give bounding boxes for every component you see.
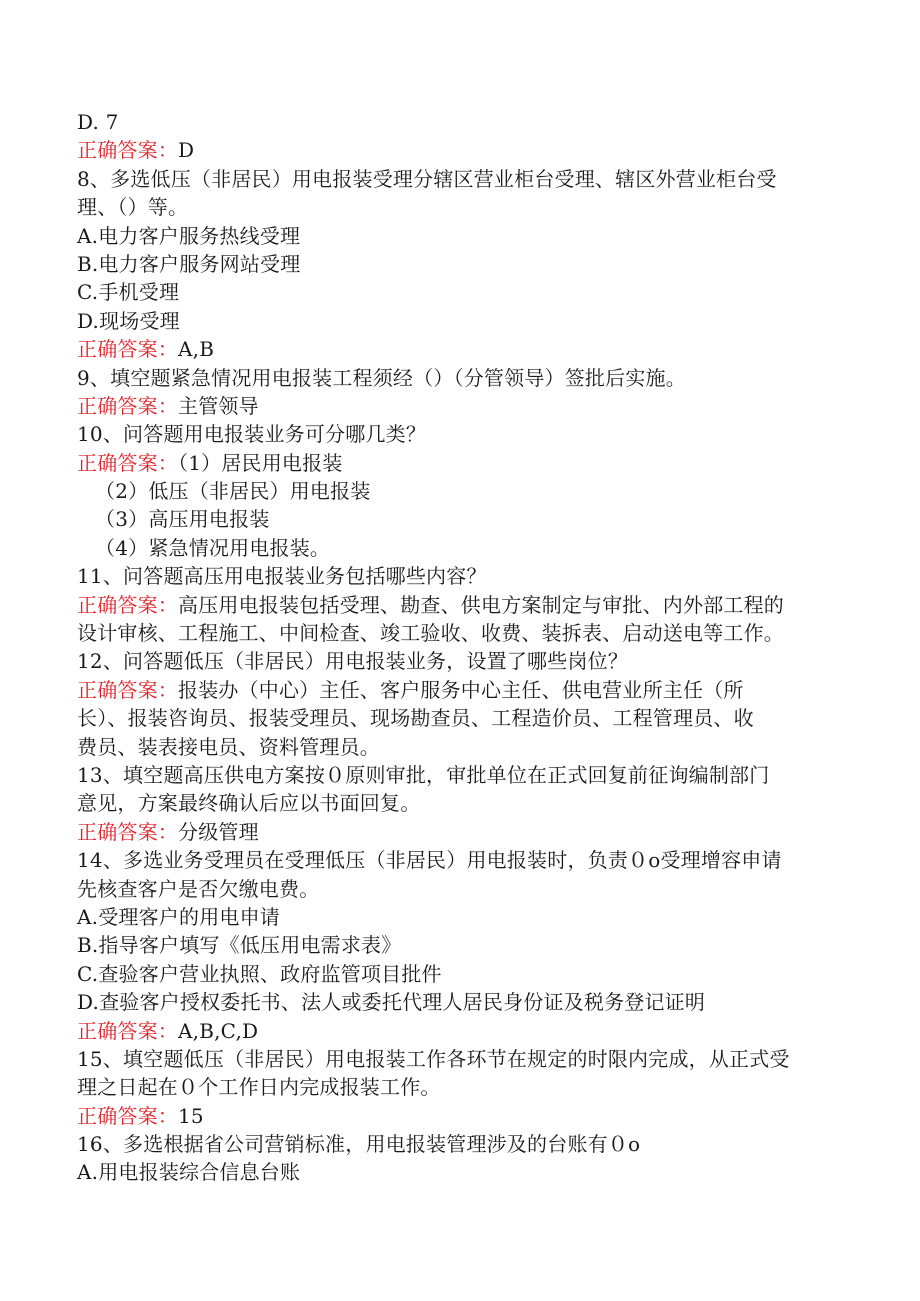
text-line: 10、问答题用电报装业务可分哪几类？: [77, 422, 427, 447]
answer-value: 分级管理: [178, 819, 259, 844]
answer-line: [77, 591, 847, 619]
answer-label: 正确答案：: [77, 138, 178, 163]
text-line: 设计审核、工程施工、中间检查、竣工验收、收费、装拆表、启动送电等工作。: [77, 621, 784, 646]
answer-continuation-line: （2）低压（非居民）用电报装: [95, 479, 371, 504]
answer-value: D: [178, 138, 195, 163]
text-line: C.查验客户营业执照、政府监管项目批件: [77, 961, 442, 986]
text-line: B.指导客户填写《低压用电需求表》: [77, 933, 402, 958]
text-line: 理、（）等。: [77, 195, 189, 220]
text-line: C.手机受理: [77, 280, 180, 305]
text-line: 长）、报装咨询员、报装受理员、现场勘查员、工程造价员、工程管理员、收: [77, 706, 754, 731]
text-line: 12、问答题低压（非居民）用电报装业务，设置了哪些岗位？: [77, 649, 629, 674]
text-line: A.受理客户的用电申请: [77, 904, 281, 929]
answer-label: 正确答案：: [77, 819, 178, 844]
answer-line: [77, 136, 847, 164]
answer-label: 正确答案：: [77, 393, 178, 418]
text-line: 8、多选低压（非居民）用电报装受理分辖区营业柜台受理、辖区外营业柜台受: [77, 166, 777, 191]
answer-line: [77, 818, 847, 846]
answer-line: [77, 1102, 847, 1130]
text-line: 费员、装表接电员、资料管理员。: [77, 734, 380, 759]
answer-value: （1）居民用电报装: [178, 450, 343, 475]
text-line: B.电力客户服务网站受理: [77, 251, 301, 276]
text-line: 16、多选根据省公司营销标准，用电报装管理涉及的台账有０o: [77, 1132, 641, 1157]
answer-value: 高压用电报装包括受理、勘查、供电方案制定与审批、内外部工程的: [178, 592, 784, 617]
answer-line: [77, 335, 847, 363]
document-page: [77, 108, 847, 1187]
text-line: 理之日起在０个工作日内完成报装工作。: [77, 1075, 441, 1100]
answer-label: 正确答案：: [77, 592, 178, 617]
text-line: 15、填空题低压（非居民）用电报装工作各环节在规定的时限内完成，从正式受: [77, 1046, 790, 1071]
text-line: 意见，方案最终确认后应以书面回复。: [77, 791, 421, 816]
answer-value: A,B: [178, 337, 215, 362]
text-line: A.电力客户服务热线受理: [77, 223, 301, 248]
answer-label: 正确答案：: [77, 337, 178, 362]
answer-line: [77, 1017, 847, 1045]
answer-continuation-line: （4）紧急情况用电报装。: [95, 535, 331, 560]
text-line: 9、填空题紧急情况用电报装工程须经（）（分管领导）签批后实施。: [77, 365, 686, 390]
answer-line: [77, 449, 847, 477]
text-line: 11、问答题高压用电报装业务包括哪些内容？: [77, 564, 487, 589]
text-line: 先核查客户是否欠缴电费。: [77, 876, 320, 901]
answer-line: [77, 676, 847, 704]
text-line: D.现场受理: [77, 308, 180, 333]
text-line: 14、多选业务受理员在受理低压（非居民）用电报装时，负责０o受理增容申请: [77, 848, 782, 873]
answer-label: 正确答案：: [77, 677, 178, 702]
answer-value: A,B,C,D: [178, 1018, 259, 1043]
text-line: D.查验客户授权委托书、法人或委托代理人居民身份证及税务登记证明: [77, 990, 706, 1015]
answer-label: 正确答案：: [77, 450, 178, 475]
text-line: A.用电报装综合信息台账: [77, 1160, 301, 1185]
answer-value: 报装办（中心）主任、客户服务中心主任、供电营业所主任（所: [178, 677, 744, 702]
answer-label: 正确答案：: [77, 1018, 178, 1043]
answer-continuation-line: （3）高压用电报装: [95, 507, 270, 532]
answer-label: 正确答案：: [77, 1103, 178, 1128]
answer-line: [77, 392, 847, 420]
answer-value: 主管领导: [178, 393, 259, 418]
text-line: 13、填空题高压供电方案按０原则审批，审批单位在正式回复前征询编制部门: [77, 762, 770, 787]
text-line: D. 7: [77, 110, 119, 134]
answer-value: 15: [178, 1103, 204, 1128]
